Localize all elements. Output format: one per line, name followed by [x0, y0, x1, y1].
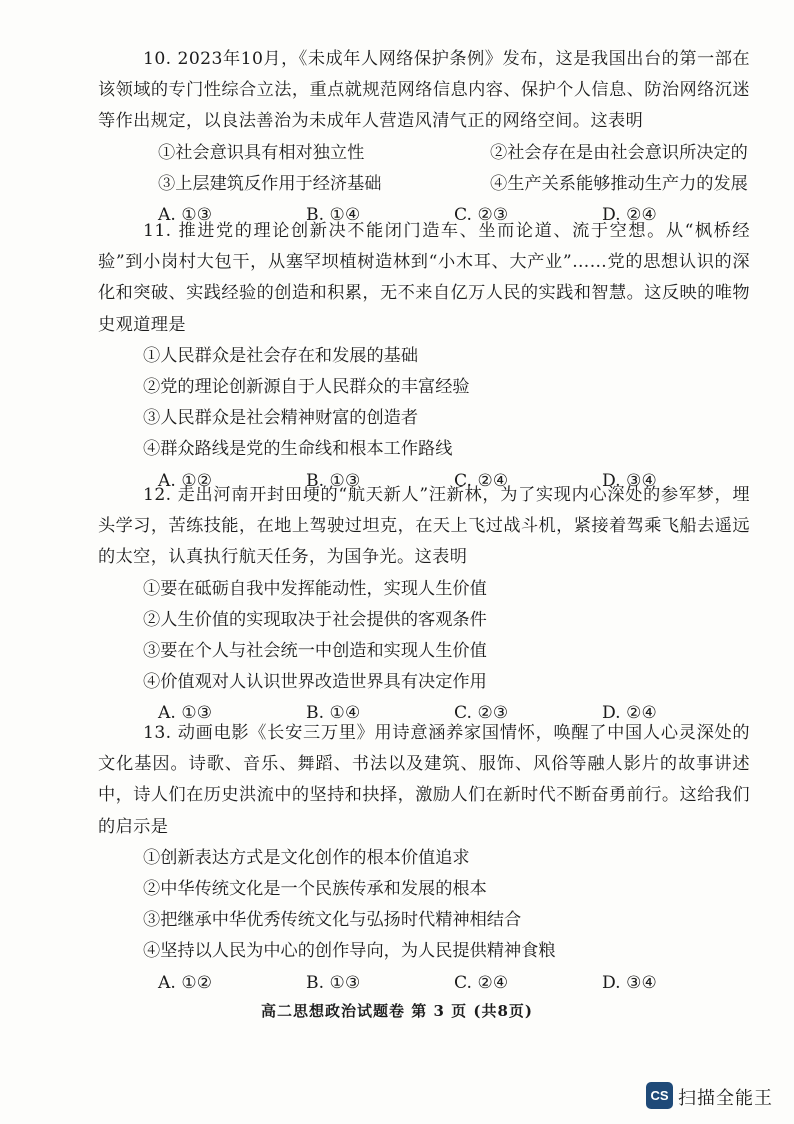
- statement-option: ③把继承中华优秀传统文化与弘扬时代精神相结合: [143, 910, 522, 931]
- question-11: [98, 216, 750, 497]
- answer-choice: A. ①②: [158, 972, 213, 993]
- answer-choice: B. ①③: [306, 470, 361, 491]
- statement-options: [98, 574, 750, 699]
- statement-option: ③要在个人与社会统一中创造和实现人生价值: [143, 641, 487, 662]
- statement-option: ③上层建筑反作用于经济基础: [158, 173, 382, 194]
- camscanner-watermark-text: 扫描全能王: [678, 1088, 773, 1108]
- answer-choice: D. ③④: [602, 470, 657, 491]
- statement-options: [98, 341, 750, 466]
- answer-choice: A. ①②: [158, 470, 213, 491]
- statement-option: ④群众路线是党的生命线和根本工作路线: [143, 439, 453, 460]
- answer-choice: A. ①③: [158, 703, 213, 724]
- answer-choice: C. ②④: [454, 972, 509, 993]
- question-stem: 12. 走出河南开封田埂的“航天新人”汪新林，为了实现内心深处的参军梦，埋头学习，苦练技能，在地上驾驶过坦克，在天上飞过战斗机，紧接着驾乘飞船去遥远的太空，认真执行航天任务，为国争光。这表明: [98, 485, 750, 568]
- question-stem: 10. 2023年10月，《未成年人网络保护条例》发布，这是我国出台的第一部在该领域的专门性综合立法，重点就规范网络信息内容、保护个人信息、防治网络沉迷等作出规定，以良法善治为未成年人营造风清气正的网络空间。这表明: [98, 49, 750, 132]
- answer-choice: D. ③④: [602, 972, 657, 993]
- statement-option: ④坚持以人民为中心的创作导向，为人民提供精神食粮: [143, 941, 556, 962]
- question-12: [98, 480, 750, 730]
- answer-choices: [98, 968, 750, 999]
- question-stem: 11. 推进党的理论创新决不能闭门造车、坐而论道、流于空想。从“枫桥经验”到小岗村大包干，从塞罕坝植树造林到“小木耳、大产业”……党的思想认识的深化和突破、实践经验的创造和积累，无不来自亿万人民的实践和智慧。这反映的唯物史观道理是: [98, 221, 750, 335]
- question-13: [98, 718, 750, 999]
- answer-choice: B. ①③: [306, 972, 361, 993]
- camscanner-logo-icon: CS: [646, 1082, 673, 1109]
- statement-option: ①社会意识具有相对独立性: [158, 142, 365, 163]
- statement-option: ②人生价值的实现取决于社会提供的客观条件: [143, 609, 487, 630]
- answer-choice: C. ②③: [454, 205, 509, 226]
- statement-options: [98, 843, 750, 968]
- answer-choice: C. ②④: [454, 470, 509, 491]
- question-stem: 13. 动画电影《长安三万里》用诗意涵养家国情怀，唤醒了中国人心灵深处的文化基因。诗歌、音乐、舞蹈、书法以及建筑、服饰、风俗等融人影片的故事讲述中，诗人们在历史洪流中的坚持和抉择，激励人们在新时代不断奋勇前行。这给我们的启示是: [98, 723, 750, 837]
- statement-option: ②党的理论创新源自于人民群众的丰富经验: [143, 377, 470, 398]
- statement-option: ①要在砥砺自我中发挥能动性，实现人生价值: [143, 578, 487, 599]
- answer-choice: B. ①④: [306, 205, 361, 226]
- answer-choice: C. ②③: [454, 703, 509, 724]
- answer-choice: A. ①③: [158, 205, 213, 226]
- answer-choice: D. ②④: [602, 205, 657, 226]
- statement-options: [98, 138, 750, 200]
- answer-choice: D. ②④: [602, 703, 657, 724]
- statement-option: ①创新表达方式是文化创作的根本价值追求: [143, 847, 470, 868]
- answer-choice: B. ①④: [306, 703, 361, 724]
- statement-option: ④价值观对人认识世界改造世界具有决定作用: [143, 672, 487, 693]
- statement-option: ②中华传统文化是一个民族传承和发展的根本: [143, 879, 487, 900]
- statement-option: ④生产关系能够推动生产力的发展: [490, 173, 748, 194]
- page-footer: 高二思想政治试题卷 第 3 页 (共8页): [261, 1002, 533, 1020]
- statement-option: ③人民群众是社会精神财富的创造者: [143, 408, 419, 429]
- statement-option: ②社会存在是由社会意识所决定的: [490, 142, 748, 163]
- statement-option: ①人民群众是社会存在和发展的基础: [143, 345, 419, 366]
- question-10: [98, 44, 750, 231]
